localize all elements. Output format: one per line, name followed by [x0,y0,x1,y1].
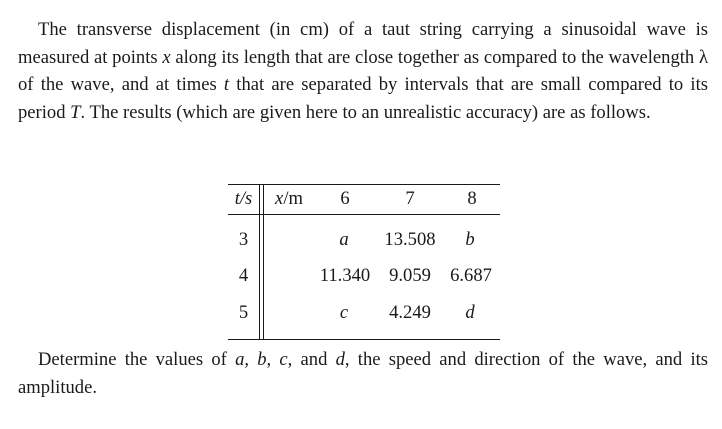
header-x-7: 7 [405,188,415,209]
intro-text-4: that are separated by intervals that are small compared to its period [18,74,708,123]
q-sep-1: , [244,349,258,370]
q-var-d: d [335,349,345,370]
table-top-rule [228,184,500,185]
question-statement [18,346,708,401]
q-var-b: b [257,349,267,370]
cell-b: b [465,229,475,250]
header-x-rest: /m [283,188,303,209]
table-vertical-rule-2 [263,184,264,340]
table-bottom-rule [228,339,500,340]
cell-c: c [339,302,349,323]
header-x-6: 6 [340,188,350,209]
intro-text-1: The transverse displacement (in cm) of a taut string carrying a sinusoidal wave is measured at points [18,19,708,68]
cell-a: a [339,229,349,250]
question-text-1: Determine the values of [38,349,236,370]
var-T: T [70,101,81,123]
cell-4-6: 11.340 [319,265,371,286]
header-t-unit: t/s [234,188,253,209]
cell-5-7: 4.249 [389,302,431,323]
cell-3-7: 13.508 [384,229,436,250]
intro-text-5: . The results (which are given here to an unrealistic accuracy) are as follows. [80,101,651,123]
cell-4-7: 9.059 [389,265,431,286]
intro-text-2: along its length that are close together as compared to the wavelength [170,46,699,68]
cell-d: d [465,302,475,323]
table-header-rule [228,214,500,215]
var-x: x [162,46,171,68]
row-t-5: 5 [238,302,249,323]
q-sep-3: , and [287,349,336,370]
intro-text-3: of the wave, and at times [18,74,224,96]
cell-4-8: 6.687 [450,265,492,286]
row-t-4: 4 [238,265,249,286]
header-x-var: x [275,188,284,209]
q-sep-2: , [266,349,280,370]
header-x-8: 8 [467,188,477,209]
q-var-a: a [235,349,245,370]
question-text-2: , the speed and direction of the wave, and its amplitude. [18,349,709,398]
var-t: t [223,74,230,96]
table-vertical-rule-1 [259,184,260,340]
var-lambda: λ [698,46,708,68]
measurement-table [228,184,500,340]
header-x-unit [266,187,312,211]
row-t-3: 3 [238,229,249,250]
problem-statement [18,16,708,126]
q-var-c: c [279,349,288,370]
